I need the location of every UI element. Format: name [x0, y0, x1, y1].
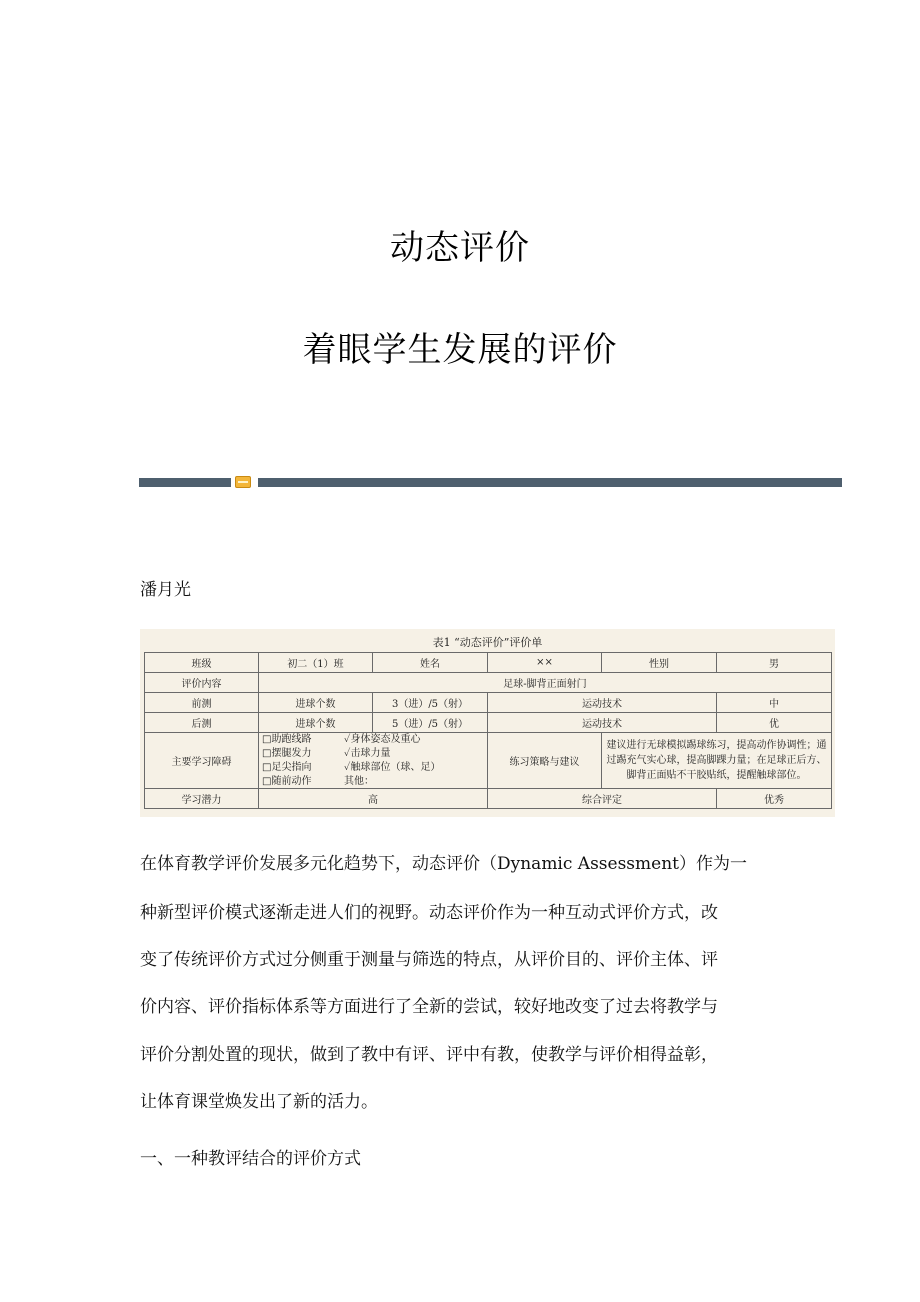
checklist-item: □足尖指向 — [262, 762, 312, 773]
checklist-item: ✓身体姿态及重心 — [344, 734, 421, 745]
table-cell: 5（进）/5（射） — [373, 713, 488, 733]
divider-right — [258, 478, 842, 487]
checklist-item: □助跑线路 — [262, 734, 312, 745]
table-cell: 后测 — [145, 713, 259, 733]
table-cell: 运动技术 — [488, 713, 717, 733]
table-cell: 运动技术 — [488, 693, 717, 713]
evaluation-table-figure — [140, 629, 835, 817]
body-paragraph-line: 让体育课堂焕发出了新的活力。 — [140, 1092, 378, 1112]
table-caption: 表1 “动态评价”评价单 — [432, 636, 543, 649]
table-cell: 姓名 — [373, 653, 488, 673]
table-row — [145, 653, 832, 673]
divider-left — [139, 478, 231, 487]
page-subtitle: 着眼学生发展的评价 — [302, 330, 618, 370]
page-title: 动态评价 — [390, 228, 530, 268]
folder-icon — [235, 476, 251, 488]
table-cell: 优秀 — [717, 789, 832, 809]
table-row — [145, 789, 832, 809]
checklist-item: □摆腿发力 — [262, 748, 312, 759]
table-cell: 初二（1）班 — [259, 653, 373, 673]
table-cell: 足球-脚背正面射门 — [259, 673, 832, 693]
table-row — [145, 713, 832, 733]
author: 潘月光 — [140, 580, 191, 600]
table-cell: 进球个数 — [259, 713, 373, 733]
checklist-item: ✓触球部位（球、足） — [344, 762, 441, 773]
evaluation-table — [144, 652, 832, 809]
table-cell: 综合评定 — [488, 789, 717, 809]
table-cell: 优 — [717, 713, 832, 733]
table-cell: 3（进）/5（射） — [373, 693, 488, 713]
suggestion-text: 建议进行无球模拟踢球练习，提高动作协调性；通过踢充气实心球，提高脚踝力量；在足球正后方、脚背正面贴不干胶贴纸，提醒触球部位。 — [602, 733, 832, 789]
table-cell: 练习策略与建议 — [488, 733, 602, 789]
table-cell: 进球个数 — [259, 693, 373, 713]
table-cell: 中 — [717, 693, 832, 713]
table-row — [145, 673, 832, 693]
table-cell: 性别 — [602, 653, 717, 673]
body-paragraph-line: 变了传统评价方式过分侧重于测量与筛选的特点，从评价目的、评价主体、评 — [140, 950, 718, 970]
table-cell: 评价内容 — [145, 673, 259, 693]
body-paragraph-line: 价内容、评价指标体系等方面进行了全新的尝试，较好地改变了过去将教学与 — [140, 997, 718, 1017]
table-cell: 学习潜力 — [145, 789, 259, 809]
table-cell: 班级 — [145, 653, 259, 673]
table-cell: 男 — [717, 653, 832, 673]
table-cell: 主要学习障碍 — [145, 733, 259, 789]
table-row — [145, 733, 832, 789]
body-paragraph-line: 在体育教学评价发展多元化趋势下，动态评价（Dynamic Assessment）作为一 — [140, 854, 747, 874]
table-cell: ×× — [488, 653, 602, 673]
table-cell: 前测 — [145, 693, 259, 713]
table-row — [145, 693, 832, 713]
body-paragraph-line: 评价分割处置的现状，做到了教中有评、评中有教，使教学与评价相得益彰， — [140, 1045, 718, 1065]
table-cell: 高 — [259, 789, 488, 809]
checklist-item: 其他： — [344, 776, 374, 787]
checklist-item: □随前动作 — [262, 776, 312, 787]
section-heading: 一、一种教评结合的评价方式 — [140, 1149, 361, 1169]
body-paragraph-line: 种新型评价模式逐渐走进人们的视野。动态评价作为一种互动式评价方式，改 — [140, 903, 718, 923]
checklist-item: ✓击球力量 — [344, 748, 391, 759]
obstacle-checklist — [259, 733, 488, 789]
